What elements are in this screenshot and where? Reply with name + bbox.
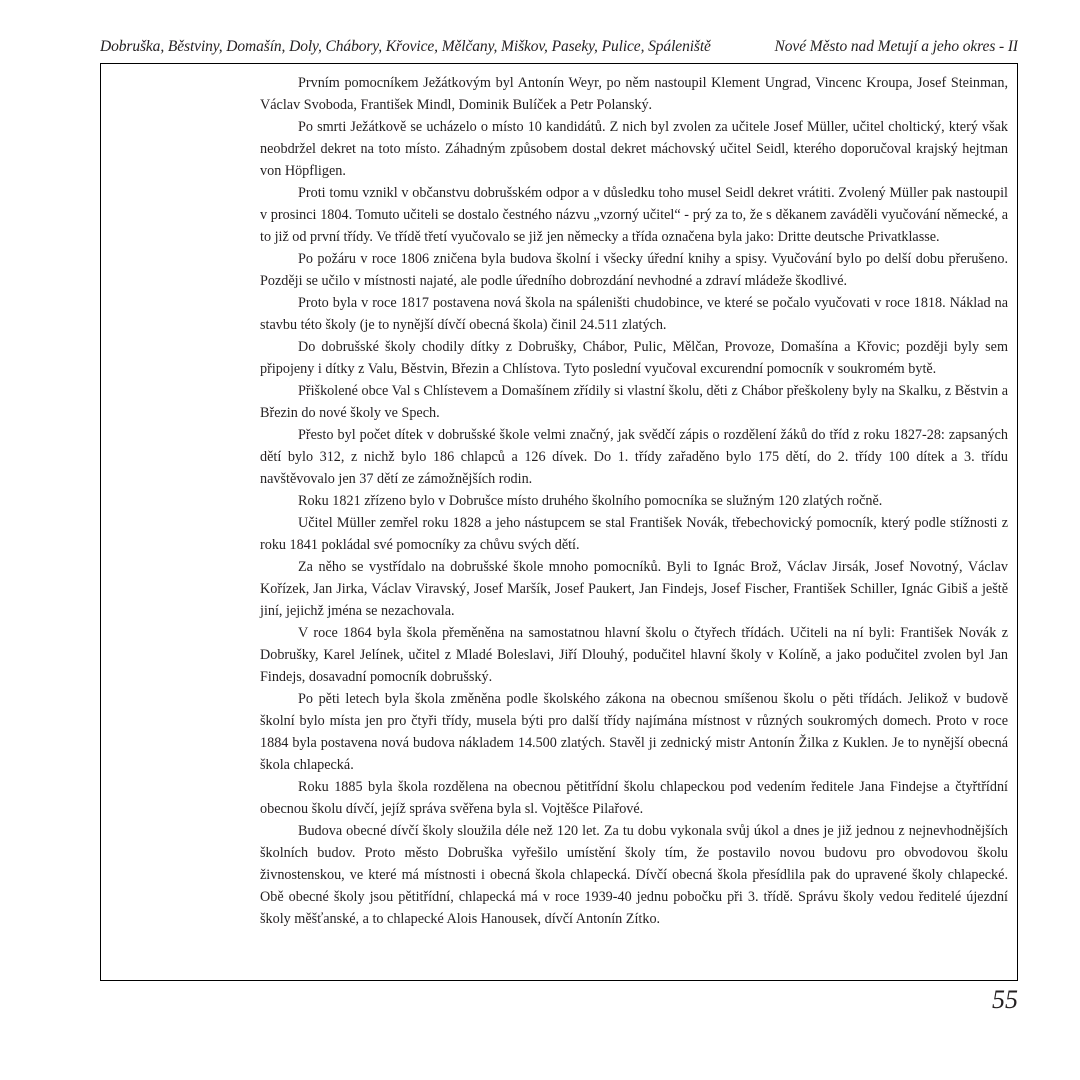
paragraph: Proti tomu vznikl v občanstvu dobrušském odpor a v důsledku toho musel Seidl dekret vrátiti. Zvolený Müller pak nastoupil v prosinci 1804. Tomuto učiteli se dostalo čestného názvu „vzorný učitel“ - prý za to, že s děkanem zaváděli vyučování německé, a to již od první třídy. Ve třídě třetí vyučovalo se již jen německy a třída označena byla jako: Dritte deutsche Privatklasse. xyxy=(260,185,1008,245)
page-number: 55 xyxy=(992,985,1018,1014)
paragraph: Roku 1885 byla škola rozdělena na obecnou pětitřídní školu chlapeckou pod vedením ředitele Jana Findejse a čtyřtřídní obecnou školu dívčí, jejíž správa svěřena byla sl. Vojtěšce Pilařové. xyxy=(260,779,1008,817)
paragraph: Učitel Müller zemřel roku 1828 a jeho nástupcem se stal František Novák, třebechovický pomocník, který podle stížnosti z roku 1841 pokládal své pomocníky za chůvu svých dětí. xyxy=(260,515,1008,553)
paragraph: Přesto byl počet dítek v dobrušské škole velmi značný, jak svědčí zápis o rozdělení žáků do tříd z roku 1827-28: zapsaných dětí bylo 312, z nichž bylo 186 chlapců a 126 dívek. Do 1. třídy zařaděno bylo 175 dětí, do 2. třídy 100 dítek a 3. třídu navštěvovalo jen 37 dětí ze zámožnějších rodin. xyxy=(260,427,1008,487)
running-header xyxy=(100,38,1018,58)
paragraph: V roce 1864 byla škola přeměněna na samostatnou hlavní školu o čtyřech třídách. Učiteli na ní byli: František Novák z Dobrušky, Karel Jelínek, učitel z Mladé Boleslavi, Jiří Dlouhý, podučitel hlavní školy v Kolíně, a jako podučitel zvolen byl Jan Findejs, dosavadní pomocník dobrušský. xyxy=(260,625,1008,685)
paragraph: Budova obecné dívčí školy sloužila déle než 120 let. Za tu dobu vykonala svůj úkol a dnes je již jednou z nejnevhodnějších školních budov. Proto město Dobruška vyřešilo umístění školy tím, že postavilo novou budovu pro obvodovou školu živnostenskou, ve které má místnosti i obecná škola chlapecká. Dívčí obecná škola přesídlila pak do upravené školy chlapecké. Obě obecné školy jsou pětitřídní, chlapecká má v roce 1939-40 jednu pobočku při 3. třídě. Správu školy vedou ředitelé újezdní školy měšťanské, a to chlapecké Alois Hanousek, dívčí Antonín Zítko. xyxy=(260,823,1008,927)
paragraph: Do dobrušské školy chodily dítky z Dobrušky, Chábor, Pulic, Mělčan, Provoze, Domašína a Křovic; později byly sem připojeny i dítky z Valu, Běstvin, Březin a Chlístova. Tyto poslední vyučoval excurendní pomocník v soukromém bytě. xyxy=(260,339,1008,377)
paragraph: Za něho se vystřídalo na dobrušské škole mnoho pomocníků. Byli to Ignác Brož, Václav Jirsák, Josef Novotný, Václav Kořízek, Jan Jirka, Václav Viravský, Josef Maršík, Josef Paukert, Jan Findejs, Josef Fischer, František Schiller, Ignác Gibiš a ještě jiní, jejichž jména se nezachovala. xyxy=(260,559,1008,619)
paragraph: Proto byla v roce 1817 postavena nová škola na spáleništi chudobince, ve které se počalo vyučovati v roce 1818. Náklad na stavbu této školy (je to nynější dívčí obecná škola) činil 24.511 zlatých. xyxy=(260,295,1008,333)
paragraph: Roku 1821 zřízeno bylo v Dobrušce místo druhého školního pomocníka se služným 120 zlatých ročně. xyxy=(298,493,883,509)
paragraph: Po požáru v roce 1806 zničena byla budova školní i všecky úřední knihy a spisy. Vyučování bylo po delší dobu přerušeno. Později se učilo v místnosti najaté, ale podle úředního dobrozdání nevhodné a zdraví mládeže škodlivé. xyxy=(260,251,1008,289)
paragraph: Prvním pomocníkem Ježátkovým byl Antonín Weyr, po něm nastoupil Klement Ungrad, Vincenc Kroupa, Josef Steinman, Václav Svoboda, František Mindl, Dominik Bulíček a Petr Polanský. xyxy=(260,75,1008,113)
body-text xyxy=(260,72,1008,930)
paragraph: Po pěti letech byla škola změněna podle školského zákona na obecnou smíšenou školu o pěti třídách. Jelikož v budově školní bylo místa jen pro čtyři třídy, musela býti pro další třídy najímána místnost v různých soukromých domech. Proto v roce 1884 byla postavena nová budova nákladem 14.500 zlatých. Stavěl ji zednický mistr Antonín Žilka z Kuklen. Je to nynější obecná škola chlapecká. xyxy=(260,691,1008,773)
header-left-title: Dobruška, Běstviny, Domašín, Doly, Chábory, Křovice, Mělčany, Miškov, Paseky, Pulice, Spáleniště xyxy=(100,38,711,55)
paragraph: Po smrti Ježátkově se ucházelo o místo 10 kandidátů. Z nich byl zvolen za učitele Josef Müller, učitel choltický, který však neobdržel dekret na toto místo. Záhadným způsobem dostal dekret máchovský učitel Seidl, kterého doporučoval krajský hejtman von Höpfligen. xyxy=(260,119,1008,179)
paragraph: Přiškolené obce Val s Chlístevem a Domašínem zřídily si vlastní školu, děti z Chábor přeškoleny byly na Skalku, z Běstvin a Březin do nové školy ve Spech. xyxy=(260,383,1008,421)
header-right-title: Nové Město nad Metují a jeho okres - II xyxy=(774,38,1018,55)
